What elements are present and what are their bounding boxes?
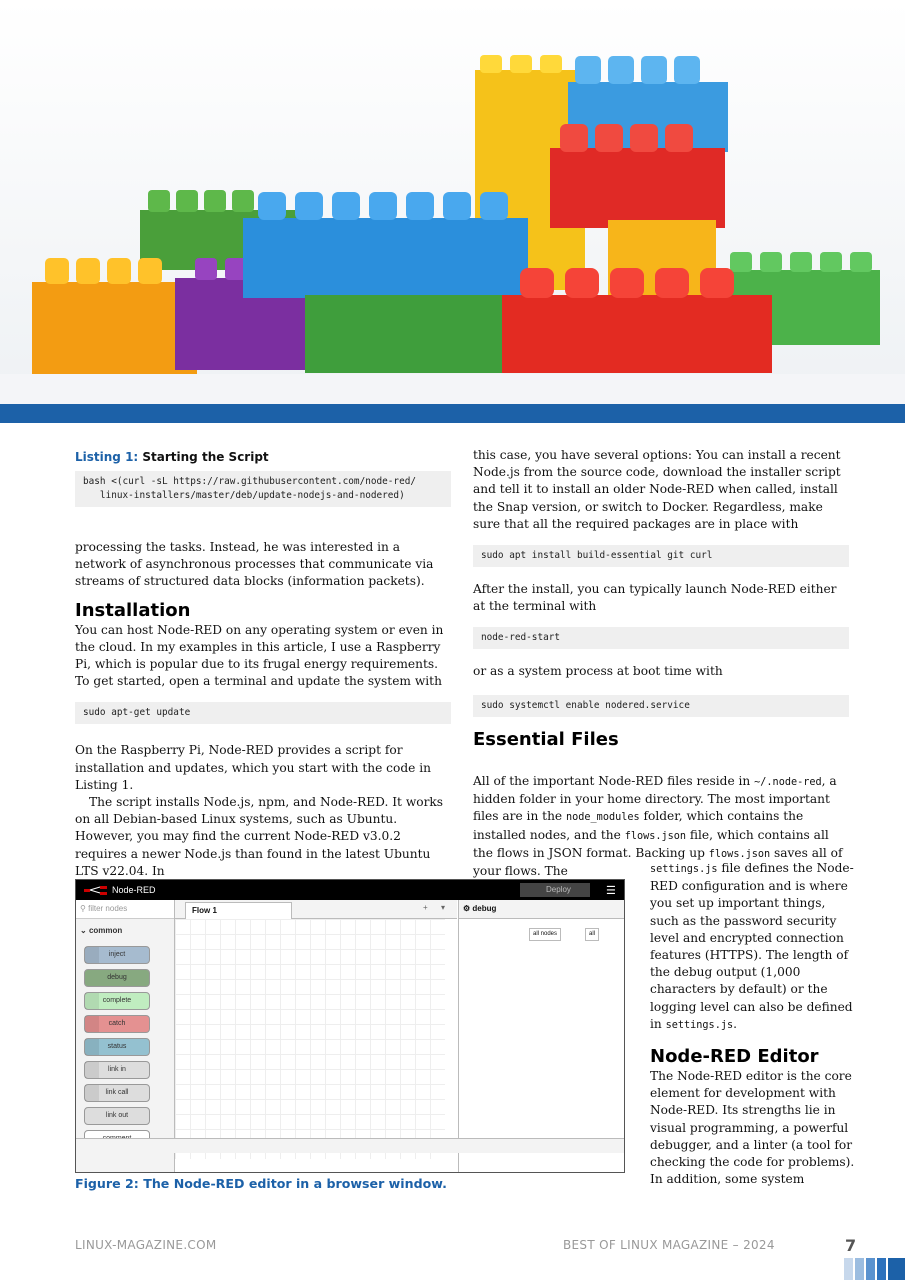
header-band: [0, 404, 905, 423]
editor-footer: [76, 1138, 624, 1153]
right-column: [473, 447, 849, 751]
filter-all-nodes[interactable]: all nodes: [529, 928, 561, 941]
listing-code: bash <(curl -sL https://raw.githubusercontent.com/node-red/ linux-installers/master/deb/update-nodejs-and-nodered): [75, 471, 451, 507]
flow-canvas[interactable]: [175, 919, 445, 1159]
footer-site: LINUX-MAGAZINE.COM: [75, 1238, 217, 1252]
palette-category[interactable]: ⌄ common: [80, 926, 123, 935]
sidebar: [458, 900, 625, 1172]
filter-all[interactable]: all: [585, 928, 599, 941]
tab-menu-icon[interactable]: ▾: [441, 903, 446, 912]
node-link-out[interactable]: link out: [84, 1107, 150, 1125]
heading-essential-files: Essential Files: [473, 728, 619, 750]
left-column-body: [75, 539, 451, 880]
node-catch[interactable]: catch: [84, 1015, 150, 1033]
node-inject[interactable]: inject: [84, 946, 150, 964]
tab-flow-1[interactable]: Flow 1: [185, 902, 292, 919]
node-status[interactable]: status: [84, 1038, 150, 1056]
sidebar-tabs: [459, 900, 625, 919]
deploy-button[interactable]: Deploy: [520, 883, 590, 897]
narrow-column: [650, 860, 855, 1188]
paragraph: You can host Node-RED on any operating system or even in the cloud. In my examples in this article, I use a Raspberry Pi, which is popular due to its frugal energy requirements. To get started, open a terminal and update the system with: [75, 622, 444, 689]
node-red-logo-icon: [84, 885, 108, 895]
search-icon: ⚲: [80, 904, 89, 913]
code-apt-update: sudo apt-get update: [75, 702, 451, 724]
left-column: [75, 449, 451, 507]
code-systemctl: sudo systemctl enable nodered.service: [473, 695, 849, 717]
hero-image: [0, 0, 905, 404]
listing-title: Listing 1: Starting the Script: [75, 450, 269, 464]
paragraph: The Node-RED editor is the core element for development with Node-RED. Its strengths lie in visual programming, a powerful debugger, and a linter (a tool for checking the code for problems). In addition, some system: [650, 1069, 855, 1187]
workspace: [175, 900, 457, 1172]
add-tab-icon[interactable]: +: [423, 903, 428, 912]
tab-debug[interactable]: ⚙ debug: [463, 904, 497, 913]
page-number: 7: [845, 1236, 857, 1255]
node-link-call[interactable]: link call: [84, 1084, 150, 1102]
paragraph-files: All of the important Node-RED files reside in ~/.node-red, a hidden folder in your home directory. The most important files are in the node_modules folder, which contains the installed nodes, and the flows.json file, which contains all the flows in JSON format. Backing up flows.json saves all of your flows. The: [473, 774, 843, 879]
node-debug[interactable]: debug: [84, 969, 150, 987]
heading-node-red-editor: Node-RED Editor: [650, 1046, 819, 1068]
paragraph: After the install, you can typically launch Node-RED either at the terminal with: [473, 582, 837, 614]
paragraph: The script installs Node.js, npm, and Node-RED. It works on all Debian-based Linux systems, such as Ubuntu. However, you may find the current Node-RED v3.0.2 requires a newer Node.js than found in the latest Ubuntu LTS v22.04. In: [75, 795, 444, 878]
paragraph: processing the tasks. Instead, he was interested in a network of asynchronous processes that communicate via streams of structured data blocks (information packets).: [75, 540, 434, 589]
page-marker: [830, 1258, 905, 1280]
figure-node-red-editor: [75, 879, 625, 1173]
node-link-in[interactable]: link in: [84, 1061, 150, 1079]
workspace-tabs: [175, 900, 457, 919]
footer-issue: BEST OF LINUX MAGAZINE – 2024: [563, 1238, 775, 1252]
paragraph: or as a system process at boot time with: [473, 664, 723, 679]
filter-nodes-input[interactable]: ⚲ filter nodes: [76, 900, 174, 919]
editor-header: [76, 880, 624, 900]
hamburger-menu-icon[interactable]: ☰: [606, 885, 616, 897]
paragraph: this case, you have several options: You can install a recent Node.js from the source code, download the installer script and tell it to install an older Node-RED when called, install the Snap version, or switch to Docker. Regardless, make sure that all the required packages are in place with: [473, 448, 841, 531]
code-node-red-start: node-red-start: [473, 627, 849, 649]
app-title: Node-RED: [112, 885, 156, 895]
paragraph-settings: settings.js file defines the Node-RED configuration and is where you set up important things, such as the password security level and encrypted connection features (HTTPS). The length of the debug output (1,000 characters by default) or the logging level can also be defined in settings.js.: [650, 861, 854, 1031]
node-palette: [76, 900, 175, 1172]
bug-icon: ⚙: [463, 904, 473, 913]
heading-installation: Installation: [75, 599, 191, 621]
node-complete[interactable]: complete: [84, 992, 150, 1010]
figure-caption: Figure 2: The Node-RED editor in a browser window.: [75, 1176, 447, 1191]
code-apt-install: sudo apt install build-essential git curl: [473, 545, 849, 567]
paragraph: On the Raspberry Pi, Node-RED provides a script for installation and updates, which you start with the code in Listing 1.: [75, 743, 431, 792]
